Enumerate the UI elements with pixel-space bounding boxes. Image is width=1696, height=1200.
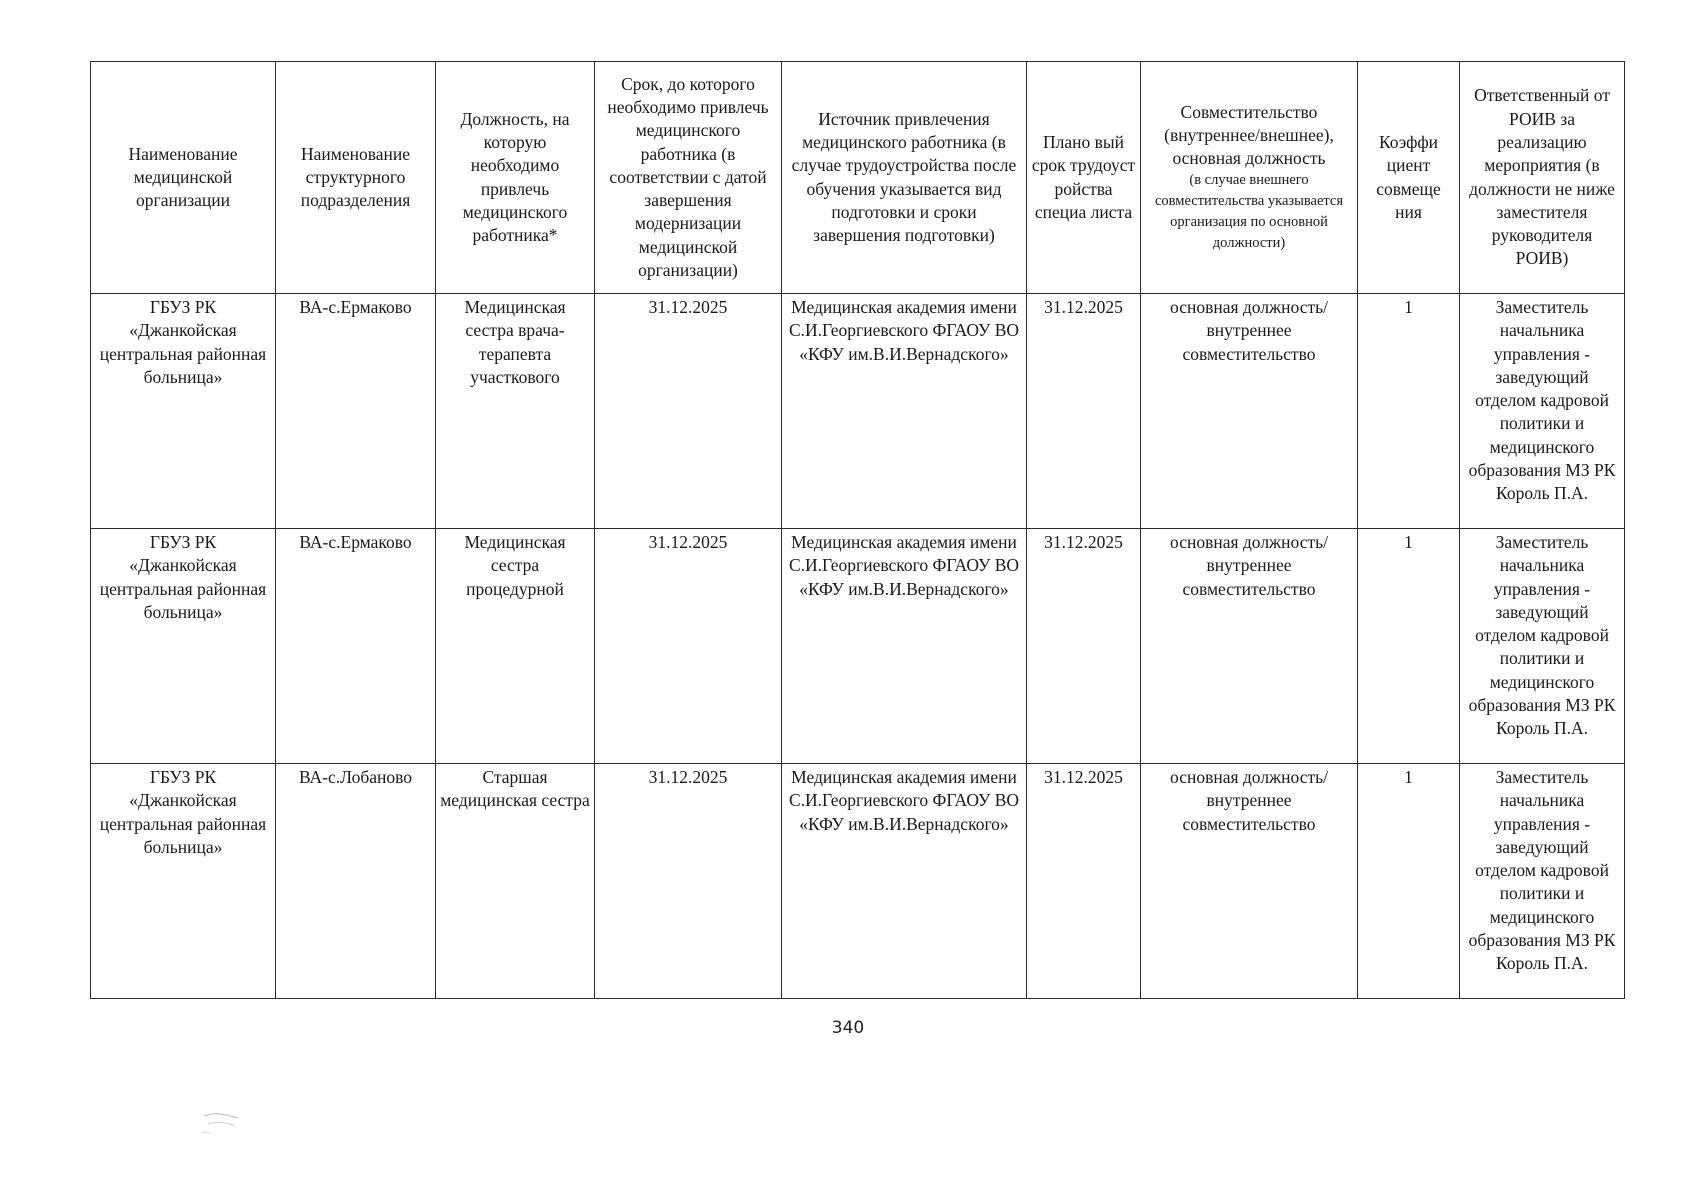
header-deadline: Срок, до которого необходимо привлечь медицинского работника (в соответствии с датой завершения модернизации медицинской организации) [595,62,782,294]
cell-source: Медицинская академия имени С.И.Георгиевского ФГАОУ ВО «КФУ им.В.И.Вернадского» [782,529,1027,764]
cell-structural-unit: ВА-с.Ермаково [276,529,436,764]
table-row [91,294,1625,529]
cell-position: Медицинская сестра врача-терапевта участкового [436,294,595,529]
table-header-row [91,62,1625,294]
header-planned-date: Плано вый срок трудоуст ройства специа листа [1027,62,1141,294]
cell-responsible: Заместитель начальника управления - заведующий отделом кадровой политики и медицинского образования МЗ РК Король П.А. [1460,294,1625,529]
cell-coefficient: 1 [1358,764,1460,999]
cell-responsible: Заместитель начальника управления - заведующий отделом кадровой политики и медицинского образования МЗ РК Король П.А. [1460,764,1625,999]
header-position: Должность, на которую необходимо привлечь медицинского работника* [436,62,595,294]
cell-planned-date: 31.12.2025 [1027,764,1141,999]
cell-planned-date: 31.12.2025 [1027,529,1141,764]
cell-combination: основная должность/ внутреннее совместительство [1141,764,1358,999]
cell-deadline: 31.12.2025 [595,764,782,999]
header-responsible: Ответственный от РОИВ за реализацию мероприятия (в должности не ниже заместителя руководителя РОИВ) [1460,62,1625,294]
table-row [91,764,1625,999]
cell-combination: основная должность/ внутреннее совместительство [1141,529,1358,764]
cell-position: Старшая медицинская сестра [436,764,595,999]
header-combination [1141,62,1358,294]
cell-coefficient: 1 [1358,529,1460,764]
cell-position: Медицинская сестра процедурной [436,529,595,764]
cell-source: Медицинская академия имени С.И.Георгиевского ФГАОУ ВО «КФУ им.В.И.Вернадского» [782,764,1027,999]
header-combination-note: (в случае внешнего совместительства указывается организация по основной должности) [1154,172,1344,252]
cell-deadline: 31.12.2025 [595,529,782,764]
cell-responsible: Заместитель начальника управления - заведующий отделом кадровой политики и медицинского образования МЗ РК Король П.А. [1460,529,1625,764]
header-source: Источник привлечения медицинского работника (в случае трудоустройства после обучения указывается вид подготовки и сроки завершения подготовки) [782,62,1027,294]
cell-planned-date: 31.12.2025 [1027,294,1141,529]
header-coefficient: Коэффи циент совмеще ния [1358,62,1460,294]
cell-deadline: 31.12.2025 [595,294,782,529]
cell-organization: ГБУЗ РК «Джанкойская центральная районная больница» [91,764,276,999]
cell-structural-unit: ВА-с.Лобаново [276,764,436,999]
header-structural-unit: Наименование структурного подразделения [276,62,436,294]
staffing-table [90,61,1625,999]
cell-combination: основная должность/ внутреннее совместительство [1141,294,1358,529]
header-combination-main: Совместительство (внутреннее/внешнее), основная должность [1164,101,1334,169]
header-organization: Наименование медицинской организации [91,62,276,294]
cell-organization: ГБУЗ РК «Джанкойская центральная районная больница» [91,294,276,529]
cell-structural-unit: ВА-с.Ермаково [276,294,436,529]
cell-organization: ГБУЗ РК «Джанкойская центральная районная больница» [91,529,276,764]
page-number: 340 [831,1018,865,1038]
cell-coefficient: 1 [1358,294,1460,529]
cell-source: Медицинская академия имени С.И.Георгиевского ФГАОУ ВО «КФУ им.В.И.Вернадского» [782,294,1027,529]
scan-smudge [198,1106,248,1146]
table-row [91,529,1625,764]
